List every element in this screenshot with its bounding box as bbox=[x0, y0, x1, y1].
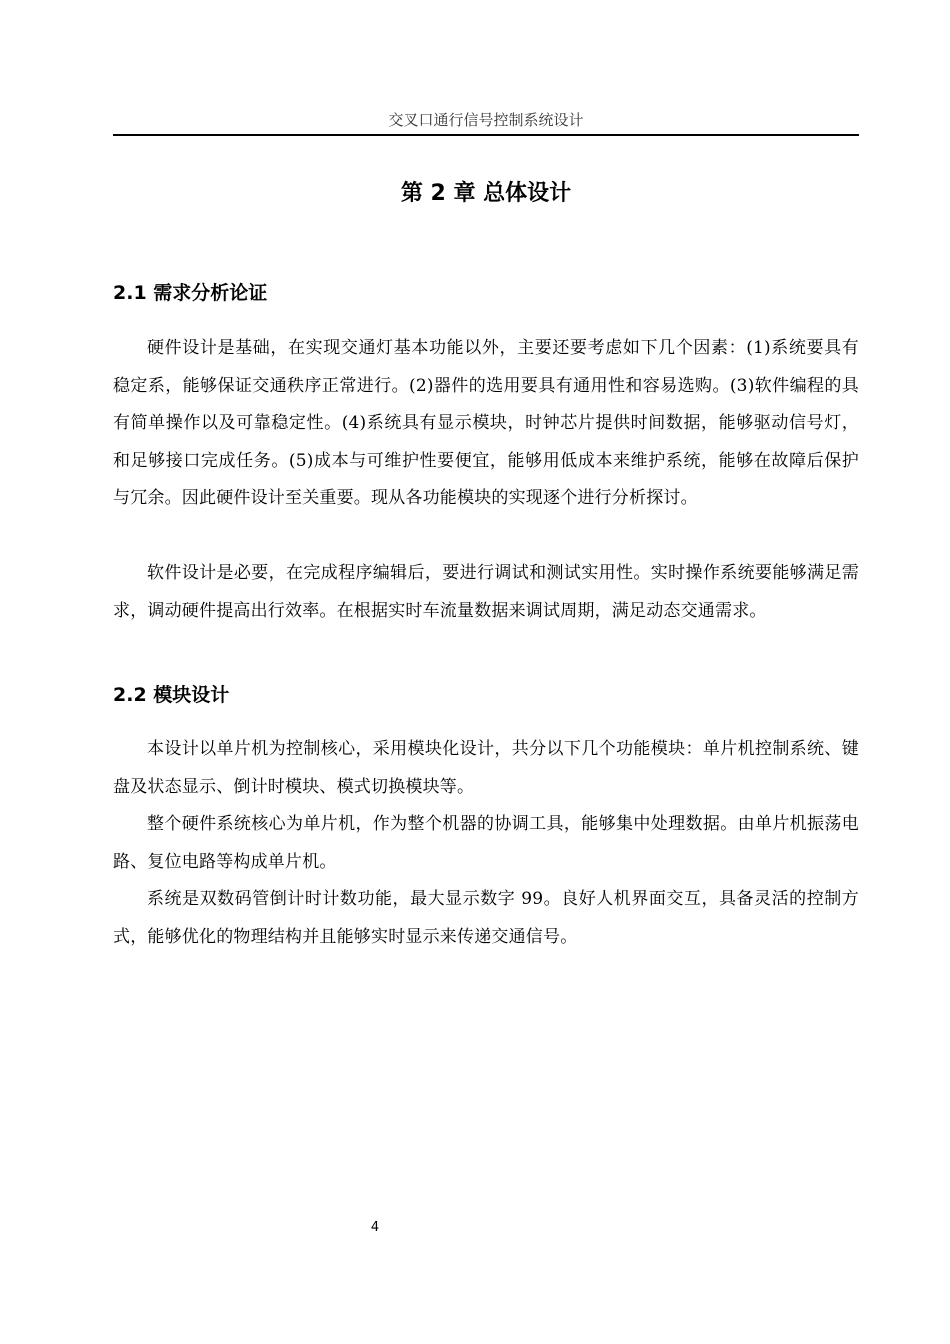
paragraph-display-function: 系统是双数码管倒计时计数功能，最大显示数字 99。良好人机界面交互，具备灵活的控制方式，能够优化的物理结构并且能够实时显示来传递交通信号。 bbox=[113, 889, 859, 947]
section-title-2-2: 2.2 模块设计 bbox=[113, 684, 230, 706]
chapter-title: 第 2 章 总体设计 bbox=[400, 181, 572, 206]
page-number: 4 bbox=[370, 1220, 380, 1235]
running-header bbox=[113, 108, 859, 136]
paragraph-hardware-design: 硬件设计是基础，在实现交通灯基本功能以外，主要还要考虑如下几个因素：(1)系统要具有稳定系，能够保证交通秩序正常进行。(2)器件的选用要具有通用性和容易选购。(3)软件编程的具有简单操作以及可靠稳定性。(4)系统具有显示模块，时钟芯片提供时间数据，能够驱动信号灯，和足够接口完成任务。(5)成本与可维护性要便宜，能够用低成本来维护系统，能够在故障后保护与冗余。因此硬件设计至关重要。现从各功能模块的实现逐个进行分析探讨。 bbox=[113, 338, 859, 508]
paragraph-hardware-core: 整个硬件系统核心为单片机，作为整个机器的协调工具，能够集中处理数据。由单片机振荡电路、复位电路等构成单片机。 bbox=[113, 814, 859, 872]
section-title-2-1: 2.1 需求分析论证 bbox=[113, 282, 268, 304]
running-header-title: 交叉口通行信号控制系统设计 bbox=[388, 111, 584, 129]
paragraph-software-design: 软件设计是必要，在完成程序编辑后，要进行调试和测试实用性。实时操作系统要能够满足需求，调动硬件提高出行效率。在根据实时车流量数据来调试周期，满足动态交通需求。 bbox=[113, 563, 859, 621]
paragraph-module-overview: 本设计以单片机为控制核心，采用模块化设计，共分以下几个功能模块：单片机控制系统、键盘及状态显示、倒计时模块、模式切换模块等。 bbox=[113, 739, 859, 797]
